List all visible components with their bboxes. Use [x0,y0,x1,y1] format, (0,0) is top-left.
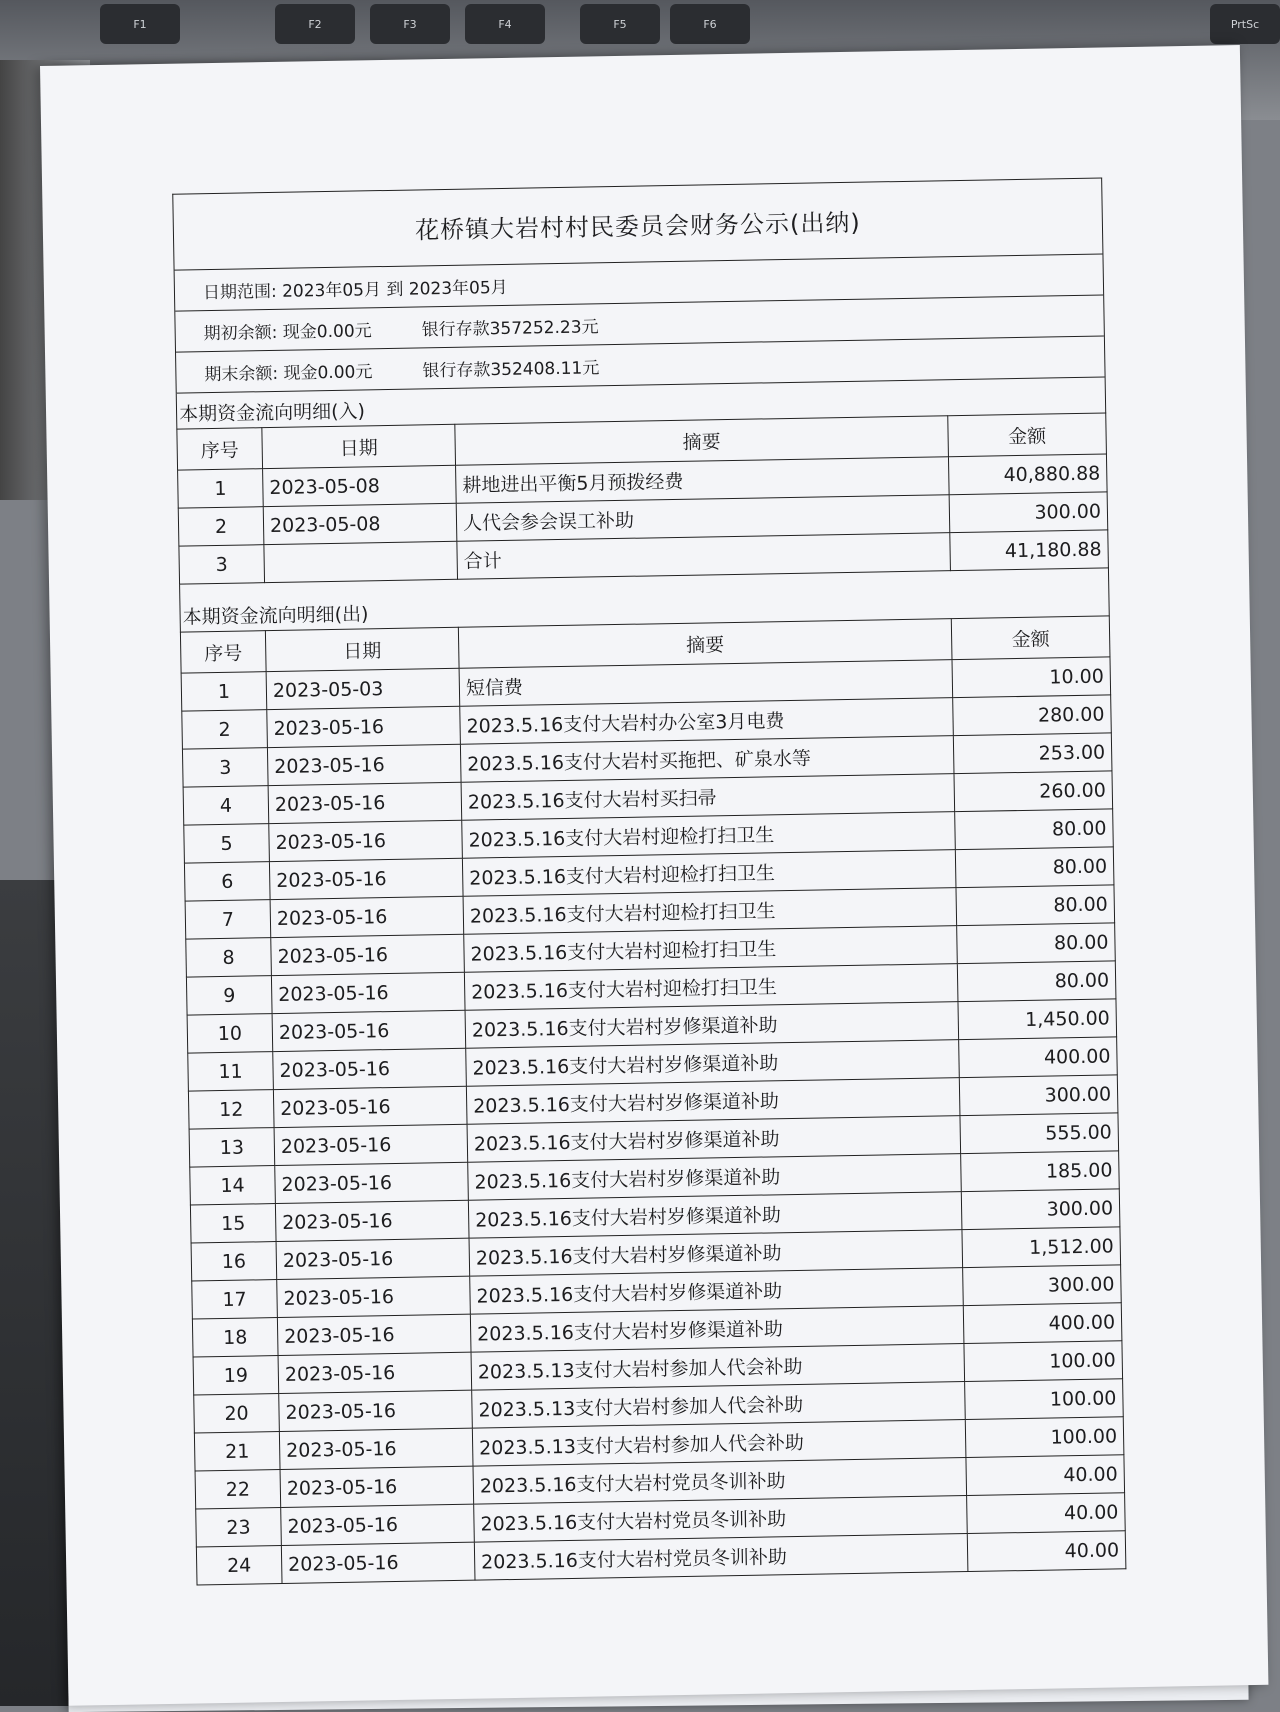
key-f3: F3 [370,4,450,44]
cell-amount: 400.00 [959,1037,1118,1078]
closing-bank: 银行存款352408.11元 [422,357,600,381]
income-table [176,412,1109,584]
cell-date: 2023-05-08 [263,465,457,506]
notice-header-box [172,177,1105,393]
cell-no: 6 [184,862,270,901]
cell-no: 17 [192,1280,278,1319]
cell-no: 18 [192,1318,278,1357]
cell-amount: 40.00 [967,1493,1126,1534]
expense-table [180,615,1127,1585]
cell-no: 20 [194,1394,280,1433]
cell-date: 2023-05-16 [275,1200,469,1241]
cell-amount: 80.00 [957,961,1116,1002]
cell-amount: 300.00 [961,1189,1120,1230]
cell-date: 2023-05-16 [276,1238,470,1279]
cell-amount: 80.00 [955,809,1114,850]
cell-no: 13 [189,1128,275,1167]
cell-summary: 2023.5.16支付大岩村迎检打扫卫生 [462,850,956,897]
cell-no: 3 [182,748,268,787]
cell-amount: 1,450.00 [958,999,1117,1040]
opening-bank: 银行存款357252.23元 [421,316,599,340]
cell-summary: 2023.5.13支付大岩村参加人代会补助 [471,1344,965,1391]
cell-no: 21 [194,1432,280,1471]
col-header-summary: 摘要 [458,619,952,669]
cell-date: 2023-05-16 [268,782,462,823]
cell-no: 10 [187,1014,273,1053]
opening-cash: 期初余额: 现金0.00元 [203,320,372,344]
date-range-text: 日期范围: 2023年05月 到 2023年05月 [202,277,508,303]
cell-summary: 2023.5.16支付大岩村迎检打扫卫生 [463,888,957,935]
cell-summary: 合计 [457,533,951,580]
key-f1: F1 [100,4,180,44]
cell-amount: 80.00 [957,923,1116,964]
cell-no: 16 [191,1242,277,1281]
cell-summary: 2023.5.16支付大岩村党员冬训补助 [473,1458,967,1505]
cell-summary: 人代会参会误工补助 [456,495,950,542]
col-header-date: 日期 [265,627,459,671]
cell-date: 2023-05-16 [277,1314,471,1355]
cell-date: 2023-05-16 [279,1390,473,1431]
cell-date: 2023-05-16 [280,1466,474,1507]
cell-date: 2023-05-16 [281,1504,475,1545]
cell-amount: 40.00 [966,1455,1125,1496]
cell-summary: 2023.5.16支付大岩村迎检打扫卫生 [462,812,956,859]
cell-no: 24 [196,1546,282,1585]
cell-summary: 2023.5.16支付大岩村迎检打扫卫生 [464,964,958,1011]
notice-title: 花桥镇大岩村村民委员会财务公示(出纳) [173,178,1102,270]
cell-no: 22 [195,1470,281,1509]
cell-amount: 40.00 [967,1531,1126,1572]
cell-summary: 2023.5.16支付大岩村岁修渠道补助 [466,1078,960,1125]
cell-no: 2 [182,710,268,749]
cell-date: 2023-05-16 [269,820,463,861]
cell-summary: 2023.5.13支付大岩村参加人代会补助 [472,1420,966,1467]
col-header-no: 序号 [180,631,266,673]
cell-no: 11 [188,1052,274,1091]
key-f5: F5 [580,4,660,44]
cell-no: 9 [186,976,272,1015]
cell-amount: 280.00 [953,695,1112,736]
cell-amount: 260.00 [954,771,1113,812]
expense-heading: 本期资金流向明细(出) [179,568,1110,631]
cell-date: 2023-05-16 [274,1124,468,1165]
cell-date: 2023-05-16 [271,934,465,975]
cell-amount: 100.00 [964,1341,1123,1382]
cell-date: 2023-05-16 [272,1010,466,1051]
cell-summary: 2023.5.16支付大岩村岁修渠道补助 [466,1040,960,1087]
cell-no: 5 [184,824,270,863]
cell-amount: 1,512.00 [962,1227,1121,1268]
cell-no: 15 [190,1204,276,1243]
cell-no: 19 [193,1356,279,1395]
cell-amount: 100.00 [965,1379,1124,1420]
cell-no: 23 [196,1508,282,1547]
cell-summary: 2023.5.16支付大岩村党员冬训补助 [474,1496,968,1543]
cell-summary: 2023.5.16支付大岩村岁修渠道补助 [465,1002,959,1049]
finance-notice [172,177,1126,1585]
col-header-date: 日期 [262,424,456,468]
cell-no: 1 [181,672,267,711]
cell-amount: 253.00 [953,733,1112,774]
cell-date: 2023-05-16 [281,1542,475,1583]
cell-date: 2023-05-16 [267,744,461,785]
cell-date: 2023-05-16 [278,1352,472,1393]
cell-no: 8 [186,938,272,977]
cell-date: 2023-05-16 [275,1162,469,1203]
cell-summary: 2023.5.16支付大岩村岁修渠道补助 [469,1230,963,1277]
col-header-summary: 摘要 [455,416,949,466]
cell-summary: 2023.5.13支付大岩村参加人代会补助 [472,1382,966,1429]
key-f4: F4 [465,4,545,44]
cell-summary: 2023.5.16支付大岩村迎检打扫卫生 [464,926,958,973]
cell-date: 2023-05-16 [277,1276,471,1317]
key-f2: F2 [275,4,355,44]
cell-amount: 400.00 [963,1303,1122,1344]
cell-summary: 短信费 [459,660,953,707]
cell-summary: 2023.5.16支付大岩村岁修渠道补助 [470,1306,964,1353]
cell-summary: 耕地进出平衡5月预拨经费 [456,457,950,504]
cell-no: 1 [178,469,264,508]
cell-amount: 555.00 [960,1113,1119,1154]
cell-date: 2023-05-16 [273,1048,467,1089]
cell-date: 2023-05-03 [266,668,460,709]
cell-date: 2023-05-16 [271,972,465,1013]
paper-sheet [40,45,1268,1706]
cell-amount: 80.00 [956,885,1115,926]
cell-no: 2 [178,507,264,546]
cell-summary: 2023.5.16支付大岩村岁修渠道补助 [468,1154,962,1201]
cell-summary: 2023.5.16支付大岩村岁修渠道补助 [470,1268,964,1315]
cell-date: 2023-05-16 [267,706,461,747]
cell-no: 3 [179,545,265,584]
cell-date: 2023-05-16 [270,896,464,937]
key-prtsc: PrtSc [1210,4,1280,44]
cell-amount: 10.00 [952,657,1111,698]
cell-date [264,541,458,582]
cell-amount: 40,880.88 [948,454,1107,495]
cell-summary: 2023.5.16支付大岩村买扫帚 [461,774,955,821]
cell-summary: 2023.5.16支付大岩村岁修渠道补助 [468,1192,962,1239]
cell-summary: 2023.5.16支付大岩村办公室3月电费 [460,698,954,745]
cell-amount: 300.00 [959,1075,1118,1116]
cell-no: 12 [188,1090,274,1129]
col-header-no: 序号 [177,428,263,470]
key-f6: F6 [670,4,750,44]
closing-cash: 期末余额: 现金0.00元 [204,361,373,385]
cell-date: 2023-05-16 [279,1428,473,1469]
cell-amount: 300.00 [963,1265,1122,1306]
cell-amount: 100.00 [965,1417,1124,1458]
cell-amount: 185.00 [961,1151,1120,1192]
cell-no: 4 [183,786,269,825]
cell-summary: 2023.5.16支付大岩村买拖把、矿泉水等 [460,736,954,783]
cell-amount: 41,180.88 [950,530,1109,571]
cell-no: 14 [190,1166,276,1205]
cell-amount: 300.00 [949,492,1108,533]
cell-date: 2023-05-16 [269,858,463,899]
cell-summary: 2023.5.16支付大岩村党员冬训补助 [474,1534,968,1581]
cell-amount: 80.00 [955,847,1114,888]
income-heading: 本期资金流向明细(入) [176,377,1106,428]
cell-date: 2023-05-16 [273,1086,467,1127]
col-header-amount: 金额 [951,616,1110,660]
col-header-amount: 金额 [948,413,1107,457]
cell-date: 2023-05-08 [263,503,457,544]
cell-no: 7 [185,900,271,939]
cell-summary: 2023.5.16支付大岩村岁修渠道补助 [467,1116,961,1163]
